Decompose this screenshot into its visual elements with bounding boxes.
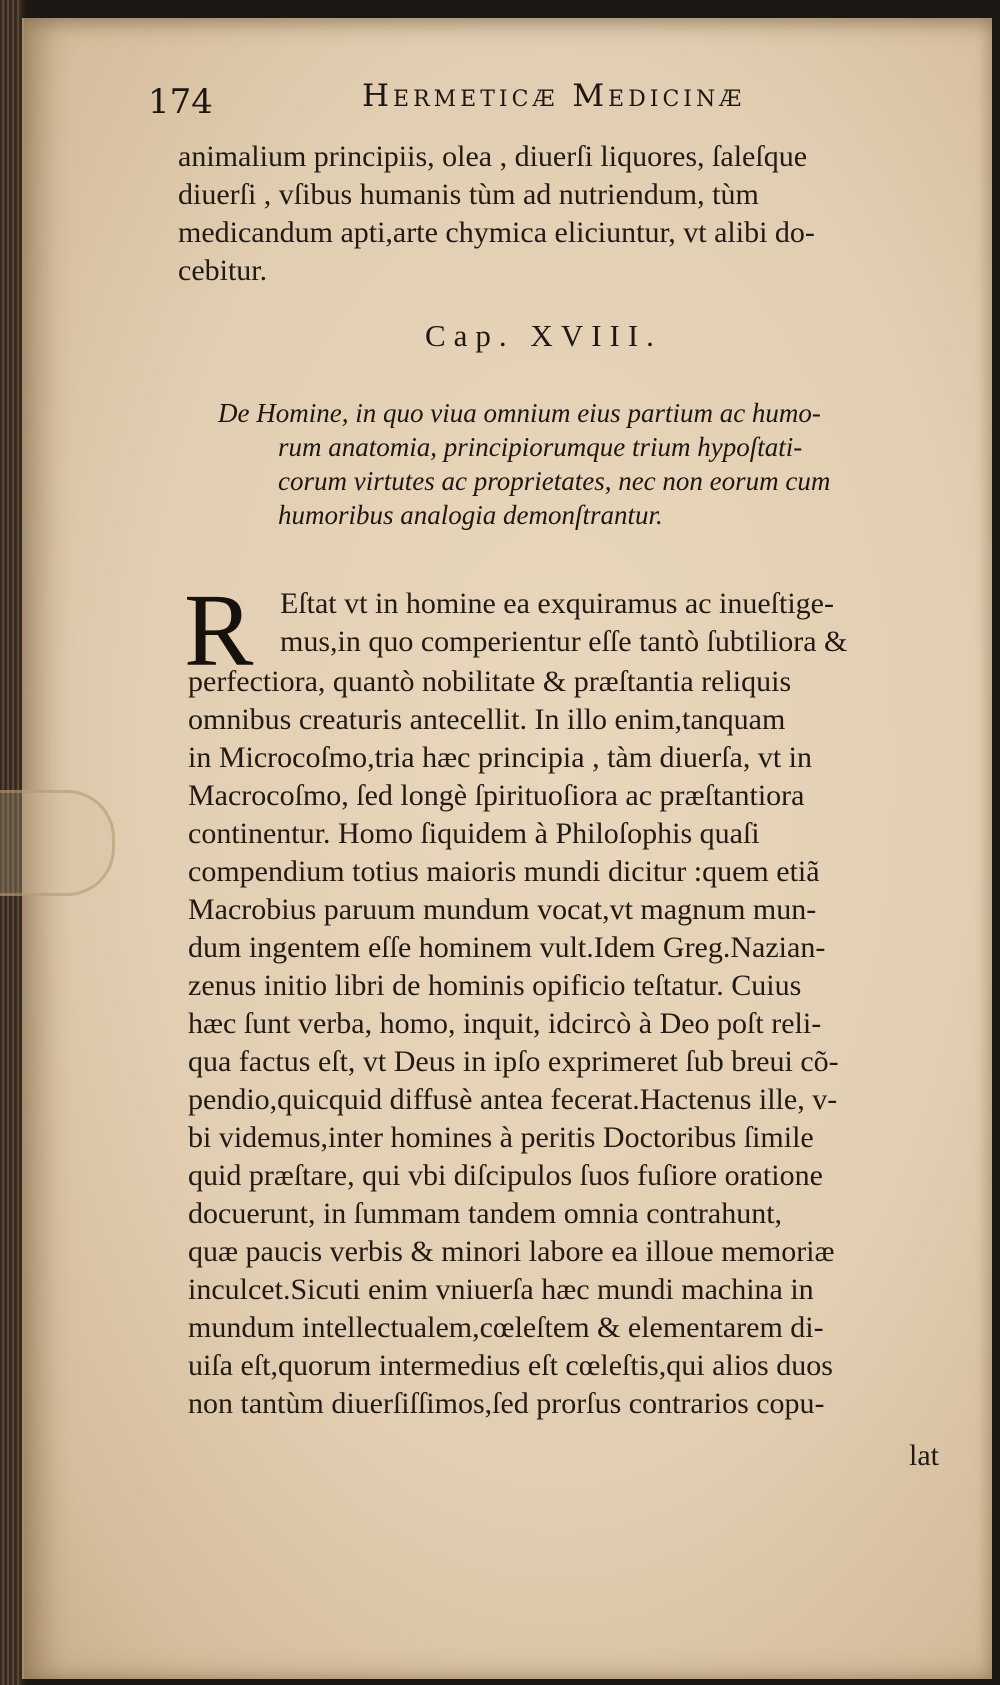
body-line-18: quæ paucis verbis & minori labore ea illoue memoriæ	[188, 1235, 835, 1268]
body-line-8: compendium totius maioris mundi dicitur :quem etiã	[188, 855, 820, 888]
chapter-summary-line-4: humoribus analogia demonſtrantur.	[278, 500, 663, 530]
running-head: Hermeticæ Medicinæ	[362, 78, 746, 114]
body-line-5: in Microcoſmo,tria hæc principia , tàm diuerſa, vt in	[188, 741, 813, 774]
body-line-13: qua factus eſt, vt Deus in ipſo exprimeret ſub breui cõ-	[188, 1045, 839, 1078]
top-text-line-1: animalium principiis, olea , diuerſi liquores, ſaleſque	[178, 140, 808, 173]
body-line-12: hæc ſunt verba, homo, inquit, idcircò à Deo poſt reli-	[188, 1007, 822, 1040]
body-line-20: mundum intellectualem,cœleſtem & elementarem di-	[188, 1311, 824, 1344]
catchword: lat	[909, 1439, 939, 1472]
top-text-line-3: medicandum apti,arte chymica eliciuntur, vt alibi do-	[178, 216, 815, 249]
body-line-22: non tantùm diuerſiſſimos,ſed prorſus contrarios copu-	[188, 1387, 825, 1420]
drop-cap: R	[184, 573, 254, 688]
body-line-3: perfectiora, quantò nobilitate & præſtantia reliquis	[188, 665, 792, 698]
body-line-7: continentur. Homo ſiquidem à Philoſophis quaſi	[188, 817, 760, 850]
chapter-summary-line-1: De Homine, in quo viua omnium eius partium ac humo-	[218, 398, 821, 428]
body-line-16: quid præſtare, qui vbi diſcipulos ſuos fuſiore oratione	[188, 1159, 823, 1192]
body-line-19: inculcet.Sicuti enim vniuerſa hæc mundi machina in	[188, 1273, 814, 1306]
page-number: 174	[148, 82, 213, 122]
body-line-21: uiſa eſt,quorum intermedius eſt cœleſtis,qui alios duos	[188, 1349, 833, 1382]
chapter-summary-line-2: rum anatomia, principiorumque trium hypoſtati-	[278, 432, 803, 462]
body-line-1: Eſtat vt in homine ea exquiramus ac inueſtige-	[280, 587, 834, 620]
body-line-9: Macrobius paruum mundum vocat,vt magnum mun-	[188, 893, 817, 926]
body-line-15: bi videmus,inter homines à peritis Doctoribus ſimile	[188, 1121, 814, 1154]
top-text-line-4: cebitur.	[178, 254, 268, 287]
page-clip	[0, 790, 115, 896]
body-line-4: omnibus creaturis antecellit. In illo enim,tanquam	[188, 703, 786, 736]
body-line-17: docuerunt, in ſummam tandem omnia contrahunt,	[188, 1197, 783, 1230]
body-line-6: Macrocoſmo, ſed longè ſpirituoſiora ac præſtantiora	[188, 779, 805, 812]
chapter-heading: Cap. XVIII.	[425, 318, 662, 353]
chapter-summary-line-3: corum virtutes ac proprietates, nec non eorum cum	[278, 466, 831, 496]
body-line-14: pendio,quicquid diffusè antea fecerat.Hactenus ille, v-	[188, 1083, 838, 1116]
top-text-line-2: diuerſi , vſibus humanis tùm ad nutriendum, tùm	[178, 178, 759, 211]
body-line-11: zenus initio libri de hominis opificio teſtatur. Cuius	[188, 969, 802, 1002]
body-line-10: dum ingentem eſſe hominem vult.Idem Greg.Nazian-	[188, 931, 826, 964]
body-line-2: mus,in quo comperientur eſſe tantò ſubtiliora &	[280, 625, 848, 658]
